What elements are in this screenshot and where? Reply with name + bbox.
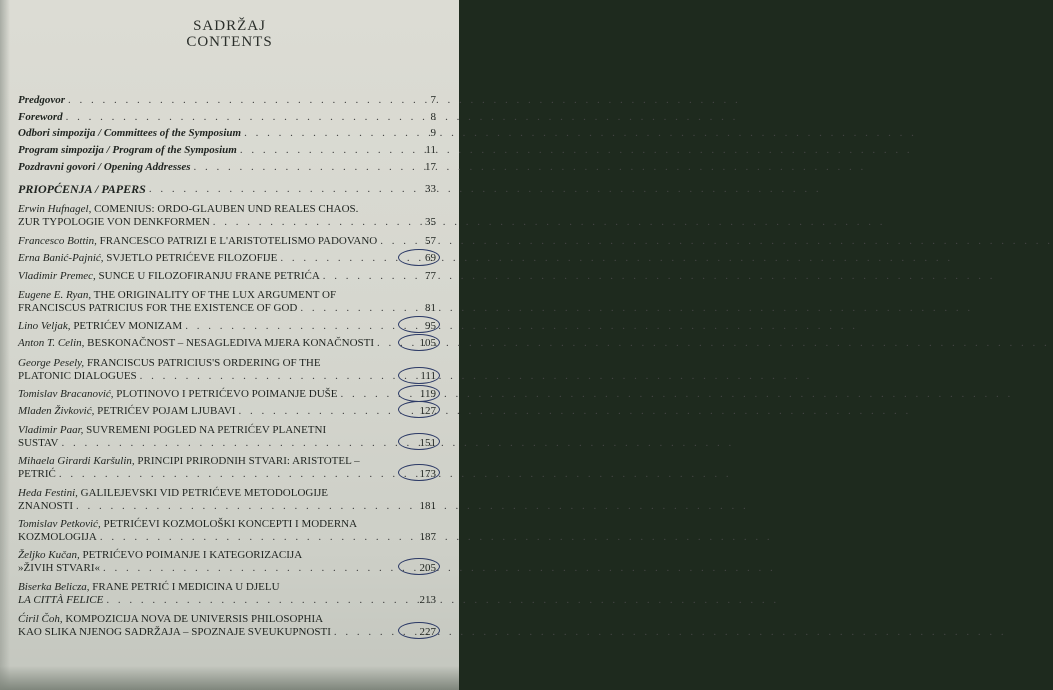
paper-author: Vladimir Premec, bbox=[18, 270, 96, 282]
toc-entry-opening-addresses[interactable] bbox=[18, 161, 436, 174]
paper-title: PETRIĆEVO POIMANJE I KATEGORIZACIJA bbox=[82, 549, 303, 561]
toc-page-number: 205 bbox=[419, 562, 436, 574]
toc-paper-entry[interactable] bbox=[18, 337, 436, 350]
paper-author: Mladen Živković, bbox=[18, 405, 95, 417]
paper-title: FRANCESCO PATRIZI E L'ARISTOTELISMO PADOVANO bbox=[99, 235, 378, 247]
toc-paper-entry[interactable] bbox=[18, 424, 436, 450]
toc-paper-entry[interactable] bbox=[18, 487, 436, 513]
toc-paper-entry[interactable] bbox=[18, 613, 436, 639]
paper-title: SUNCE U FILOZOFIRANJU FRANE PETRIĆA bbox=[98, 270, 320, 282]
toc-page-number: 81 bbox=[425, 302, 436, 314]
toc-page-number: 17 bbox=[425, 161, 436, 173]
paper-title: FRANE PETRIĆ I MEDICINA U DJELU bbox=[92, 581, 280, 593]
paper-author: Biserka Belicza, bbox=[18, 581, 90, 593]
paper-author: Francesco Bottin, bbox=[18, 235, 97, 247]
toc-paper-entry[interactable] bbox=[18, 405, 436, 418]
paper-author: Tomislav Bracanović, bbox=[18, 388, 114, 400]
toc-section-papers[interactable] bbox=[18, 183, 436, 196]
paper-author: Vladimir Paar, bbox=[18, 424, 84, 436]
toc-page-number: 151 bbox=[419, 437, 436, 449]
paper-title-cont: ZUR TYPOLOGIE VON DENKFORMEN bbox=[18, 216, 210, 228]
paper-title: SVJETLO PETRIĆEVE FILOZOFIJE bbox=[106, 252, 278, 264]
toc-paper-entry[interactable] bbox=[18, 357, 436, 383]
paper-title-cont: FRANCISCUS PATRICIUS FOR THE EXISTENCE OF GOD bbox=[18, 302, 298, 314]
toc-paper-entry[interactable] bbox=[18, 270, 436, 283]
paper-author: Anton T. Celin, bbox=[18, 337, 85, 349]
toc-page-number: 187 bbox=[419, 531, 436, 543]
pen-circle-mark bbox=[398, 558, 440, 575]
title-english: CONTENTS bbox=[186, 34, 273, 50]
toc-page-number: 213 bbox=[419, 594, 436, 606]
toc-paper-entry[interactable] bbox=[18, 581, 436, 607]
toc-page-number: 57 bbox=[425, 235, 436, 247]
paper-title-cont: PETRIĆ bbox=[18, 468, 56, 480]
toc-page-number: 119 bbox=[419, 388, 436, 400]
pen-circle-mark bbox=[398, 622, 440, 639]
paper-author: Eugene E. Ryan, bbox=[18, 289, 92, 301]
pen-circle-mark bbox=[398, 401, 440, 418]
paper-title-cont: LA CITTÀ FELICE bbox=[18, 594, 104, 606]
toc-page-number: 8 bbox=[430, 111, 436, 123]
paper-title-cont: SUSTAV bbox=[18, 437, 59, 449]
toc-entry-committees[interactable] bbox=[18, 127, 436, 140]
toc-page-number: 181 bbox=[419, 500, 436, 512]
toc-entry-title: Odbori simpozija / Committees of the Symposium bbox=[18, 127, 242, 139]
toc-paper-entry[interactable] bbox=[18, 320, 436, 333]
toc-paper-entry[interactable] bbox=[18, 549, 436, 575]
contents-page bbox=[0, 0, 459, 690]
toc-entry-title: Program simpozija / Program of the Symposium bbox=[18, 144, 237, 156]
pen-circle-mark bbox=[398, 385, 440, 402]
page-shadow-bottom bbox=[0, 666, 459, 690]
toc-entry-title: Pozdravni govori / Opening Addresses bbox=[18, 161, 191, 173]
page-shadow-left bbox=[0, 0, 10, 690]
paper-title-cont: ZNANOSTI bbox=[18, 500, 73, 512]
toc-page-number: 95 bbox=[425, 320, 436, 332]
paper-author: Heda Festini, bbox=[18, 487, 78, 499]
paper-title: GALILEJEVSKI VID PETRIĆEVE METODOLOGIJE bbox=[80, 487, 329, 499]
paper-author: Željko Kučan, bbox=[18, 549, 80, 561]
paper-title: SUVREMENI POGLED NA PETRIĆEV PLANETNI bbox=[86, 424, 327, 436]
paper-author: Mihaela Girardi Karšulin, bbox=[18, 455, 135, 467]
paper-author: George Pesely, bbox=[18, 357, 85, 369]
paper-title: PETRIĆEV POJAM LJUBAVI bbox=[97, 405, 236, 417]
paper-author: Erwin Hufnagel, bbox=[18, 203, 92, 215]
toc-paper-entry[interactable] bbox=[18, 203, 436, 229]
paper-title-cont: PLATONIC DIALOGUES bbox=[18, 370, 137, 382]
paper-title: COMENIUS: ORDO-GLAUBEN UND REALES CHAOS. bbox=[94, 203, 359, 215]
pen-circle-mark bbox=[398, 316, 440, 333]
toc-page-number: 33 bbox=[425, 183, 436, 195]
toc-entry-program[interactable] bbox=[18, 144, 436, 157]
paper-title: PRINCIPI PRIRODNIH STVARI: ARISTOTEL – bbox=[137, 455, 360, 467]
toc-entry-title: Foreword bbox=[18, 111, 63, 123]
toc-page-number: 35 bbox=[425, 216, 436, 228]
toc-page-number: 7 bbox=[430, 94, 436, 106]
title-croatian: SADRŽAJ bbox=[193, 18, 266, 34]
toc-paper-entry[interactable] bbox=[18, 455, 436, 481]
paper-author: Tomislav Petković, bbox=[18, 518, 101, 530]
paper-author: Lino Veljak, bbox=[18, 320, 71, 332]
toc-page-number: 173 bbox=[419, 468, 436, 480]
paper-title: THE ORIGINALITY OF THE LUX ARGUMENT OF bbox=[93, 289, 337, 301]
paper-title: KOMPOZICIJA NOVA DE UNIVERSIS PHILOSOPHIA bbox=[65, 613, 324, 625]
paper-title-cont: »ŽIVIH STVARI« bbox=[18, 562, 100, 574]
toc-page-number: 9 bbox=[430, 127, 436, 139]
toc-page-number: 105 bbox=[419, 337, 436, 349]
paper-author: Ćiril Čoh, bbox=[18, 613, 63, 625]
paper-title-cont: KAO SLIKA NJENOG SADRŽAJA – SPOZNAJE SVEUKUPNOSTI bbox=[18, 626, 331, 638]
toc-page-number: 11 bbox=[425, 144, 436, 156]
toc-entry-title: Predgovor bbox=[18, 94, 66, 106]
toc-paper-entry[interactable] bbox=[18, 289, 436, 315]
paper-title: PLOTINOVO I PETRIĆEVO POIMANJE DUŠE bbox=[116, 388, 338, 400]
paper-title-cont: KOZMOLOGIJA bbox=[18, 531, 97, 543]
section-title: PRIOPĆENJA / PAPERS bbox=[18, 182, 146, 196]
toc-entry-foreword[interactable] bbox=[18, 111, 436, 124]
pen-circle-mark bbox=[398, 249, 440, 266]
toc-page-number: 77 bbox=[425, 270, 436, 282]
toc-paper-entry[interactable] bbox=[18, 252, 436, 265]
toc-page-number: 227 bbox=[419, 626, 436, 638]
pen-circle-mark bbox=[398, 433, 440, 450]
pen-circle-mark bbox=[398, 464, 440, 481]
toc-entry-predgovor[interactable] bbox=[18, 94, 436, 107]
toc-page-number: 111 bbox=[420, 370, 436, 382]
toc-paper-entry[interactable] bbox=[18, 388, 436, 401]
toc-paper-entry[interactable] bbox=[18, 235, 436, 248]
pen-circle-mark bbox=[398, 367, 440, 384]
paper-title: PETRIĆEVI KOZMOLOŠKI KONCEPTI I MODERNA bbox=[103, 518, 358, 530]
toc-page-number: 127 bbox=[419, 405, 436, 417]
paper-author: Erna Banić-Pajnić, bbox=[18, 252, 104, 264]
paper-title: BESKONAČNOST – NESAGLEDIVA MJERA KONAČNOSTI bbox=[87, 337, 375, 349]
toc-paper-entry[interactable] bbox=[18, 518, 436, 544]
toc-page-number: 69 bbox=[425, 252, 436, 264]
pen-circle-mark bbox=[398, 334, 440, 351]
paper-title: PETRIĆEV MONIZAM bbox=[73, 320, 183, 332]
paper-title: FRANCISCUS PATRICIUS'S ORDERING OF THE bbox=[86, 357, 321, 369]
